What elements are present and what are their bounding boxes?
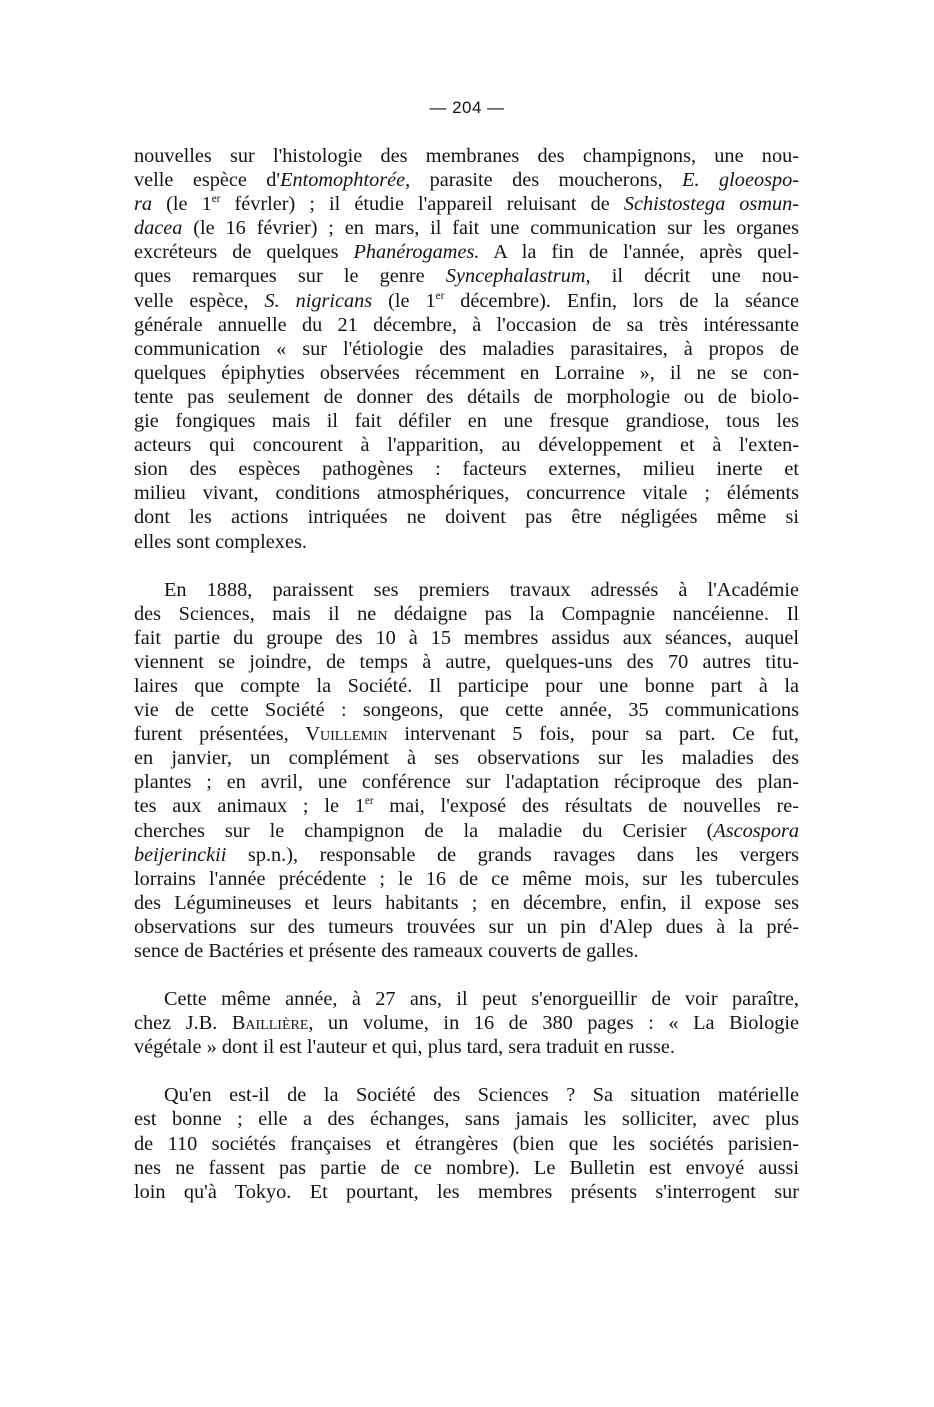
- text-run: est bonne ; elle a des échanges, sans jamais les solliciter, avec plus: [134, 1108, 799, 1131]
- text-run: acteurs qui concourent à l'apparition, au développement et à l'exten-: [134, 434, 799, 457]
- text-run: de 110 sociétés françaises et étrangères (bien que les sociétés parisien-: [134, 1132, 799, 1155]
- text-line: [134, 530, 799, 554]
- text-line: [134, 915, 799, 939]
- text-run: Cette même année, à 27 ans, il peut s'enorgueillir de voir paraître,: [164, 988, 799, 1011]
- paragraph-4: [134, 1083, 799, 1203]
- superscript: er: [364, 795, 374, 808]
- text-run: (le 1: [152, 193, 212, 216]
- text-run: ques remarques sur le genre: [134, 265, 446, 288]
- italic-text: dacea: [134, 217, 183, 240]
- text-line: [134, 939, 799, 963]
- text-run: observations sur des tumeurs trouvées sur un pin d'Alep dues à la pré-: [134, 915, 799, 938]
- body-text: [134, 144, 799, 1204]
- text-run: sence de Bactéries et présente des rameaux couverts de galles.: [134, 940, 639, 962]
- text-line: [134, 891, 799, 915]
- italic-text: Schistostega osmun-: [623, 193, 799, 216]
- text-run: des Sciences, mais il ne dédaigne pas la Compagnie nancéienne. Il: [134, 602, 799, 625]
- text-line: [134, 650, 799, 674]
- text-run: décembre). Enfin, lors de la séance: [444, 289, 800, 312]
- text-run: plantes ; en avril, une conférence sur l'adaptation réciproque des plan-: [134, 771, 799, 794]
- text-run: viennent se joindre, de temps à autre, quelques-uns des 70 autres titu-: [134, 650, 799, 673]
- text-run: cherches sur le champignon de la maladie du Cerisier (: [134, 819, 714, 842]
- text-run: quelques épiphyties observées récemment en Lorraine », il ne se con-: [134, 361, 799, 384]
- text-run: nes ne fassent pas partie de ce nombre). Le Bulletin est envoyé aussi: [134, 1156, 799, 1179]
- text-run: chez J.B.: [134, 1012, 232, 1035]
- text-run: dont les actions intriquées ne doivent pas être négligées même si: [134, 506, 799, 529]
- text-line: [134, 626, 799, 650]
- text-line: [134, 1180, 799, 1204]
- superscript: er: [435, 289, 445, 302]
- text-line: [134, 867, 799, 891]
- text-line: [134, 168, 799, 192]
- text-run: tes aux animaux ; le 1: [134, 795, 365, 818]
- text-run: A la fin de l'année, après quel-: [479, 241, 799, 264]
- text-run: gie fongiques mais il fait défiler en une fresque grandiose, tous les: [134, 410, 799, 433]
- small-caps-name: Baillière,: [231, 1012, 314, 1035]
- text-line: [134, 674, 799, 698]
- text-line: [134, 192, 799, 216]
- text-run: intervenant 5 fois, pour sa part. Ce fut,: [387, 723, 799, 746]
- text-line: [134, 409, 799, 433]
- italic-text: Ascospora: [713, 819, 799, 842]
- text-run: furent présentées,: [134, 723, 306, 746]
- text-line: [134, 144, 799, 168]
- text-line: [134, 602, 799, 626]
- text-line: [134, 289, 799, 313]
- text-line: [134, 987, 799, 1011]
- text-run: nouvelles sur l'histologie des membranes des champignons, une nou-: [134, 145, 799, 167]
- text-run: fait partie du groupe des 10 à 15 membres assidus aux séances, auquel: [134, 626, 799, 649]
- text-run: févrler) ; il étudie l'appareil reluisant de: [220, 193, 624, 216]
- text-run: parasite des moucherons,: [410, 169, 683, 192]
- text-run: communication « sur l'étiologie des maladies parasitaires, à propos de: [134, 337, 799, 360]
- text-run: un volume, in 16 de 380 pages : « La Biologie: [313, 1012, 799, 1035]
- italic-text: E. gloeospo-: [682, 169, 800, 192]
- text-line: [134, 433, 799, 457]
- small-caps-name: Vuillemin: [305, 723, 388, 746]
- italic-text: Syncephalastrum,: [445, 265, 591, 288]
- paragraph-1: [134, 144, 799, 554]
- text-line: [134, 505, 799, 529]
- text-run: il décrit une nou-: [590, 265, 800, 288]
- text-line: [134, 819, 799, 843]
- text-line: [134, 216, 799, 240]
- text-line: [134, 1035, 799, 1059]
- text-run: Qu'en est-il de la Société des Sciences ? Sa situation matérielle: [164, 1084, 799, 1107]
- text-line: [134, 722, 799, 746]
- text-line: [134, 794, 799, 818]
- text-line: [134, 843, 799, 867]
- text-run: végétale » dont il est l'auteur et qui, plus tard, sera traduit en russe.: [134, 1036, 675, 1059]
- text-run: (le 1: [372, 289, 436, 312]
- text-run: velle espèce,: [134, 289, 265, 312]
- text-run: sion des espèces pathogènes : facteurs externes, milieu inerte et: [134, 458, 799, 481]
- text-line: [134, 481, 799, 505]
- text-line: [134, 264, 799, 288]
- text-run: sp.n.), responsable de grands ravages dans les vergers: [226, 843, 799, 866]
- italic-text: beijerinckii: [134, 843, 227, 866]
- text-run: générale annuelle du 21 décembre, à l'occasion de sa très intéressante: [134, 313, 799, 336]
- text-line: [134, 698, 799, 722]
- italic-text: ra: [134, 193, 153, 216]
- text-run: tente pas seulement de donner des détails de morphologie ou de biolo-: [134, 385, 799, 408]
- text-run: loin qu'à Tokyo. Et pourtant, les membres présents s'interrogent sur: [134, 1180, 799, 1203]
- text-run: excréteurs de quelques: [134, 241, 354, 264]
- text-line: [134, 457, 799, 481]
- text-line: [134, 770, 799, 794]
- text-line: [134, 1132, 799, 1156]
- text-run: elles sont complexes.: [134, 530, 307, 553]
- superscript: er: [211, 193, 221, 206]
- text-run: vie de cette Société : songeons, que cette année, 35 communications: [134, 699, 799, 722]
- paragraph-3: [134, 987, 799, 1059]
- text-line: [134, 1083, 799, 1107]
- text-run: lorrains l'année précédente ; le 16 de ce même mois, sur les tubercules: [134, 867, 799, 890]
- text-line: [134, 313, 799, 337]
- text-line: [134, 361, 799, 385]
- paragraph-2: [134, 578, 799, 964]
- text-line: [134, 240, 799, 264]
- text-run: (le 16 février) ; en mars, il fait une communication sur les organes: [182, 217, 799, 240]
- italic-text: Phanérogames.: [353, 241, 480, 264]
- text-run: en janvier, un complément à ses observations sur les maladies des: [134, 747, 799, 770]
- text-run: laires que compte la Société. Il participe pour une bonne part à la: [134, 674, 799, 697]
- text-run: des Légumineuses et leurs habitants ; en décembre, enfin, il expose ses: [134, 891, 799, 914]
- text-line: [134, 746, 799, 770]
- text-run: velle espèce d': [134, 169, 281, 192]
- page-number: — 204 —: [429, 98, 505, 117]
- text-run: mai, l'exposé des résultats de nouvelles re-: [373, 795, 799, 818]
- text-line: [134, 578, 799, 602]
- italic-text: Entomophtorée,: [280, 169, 411, 192]
- text-line: [134, 337, 799, 361]
- text-line: [134, 1107, 799, 1131]
- text-line: [134, 1156, 799, 1180]
- italic-text: S. nigricans: [264, 289, 373, 312]
- text-line: [134, 385, 799, 409]
- text-run: milieu vivant, conditions atmosphériques, concurrence vitale ; éléments: [134, 482, 799, 505]
- text-run: En 1888, paraissent ses premiers travaux adressés à l'Académie: [164, 578, 799, 601]
- text-line: [134, 1011, 799, 1035]
